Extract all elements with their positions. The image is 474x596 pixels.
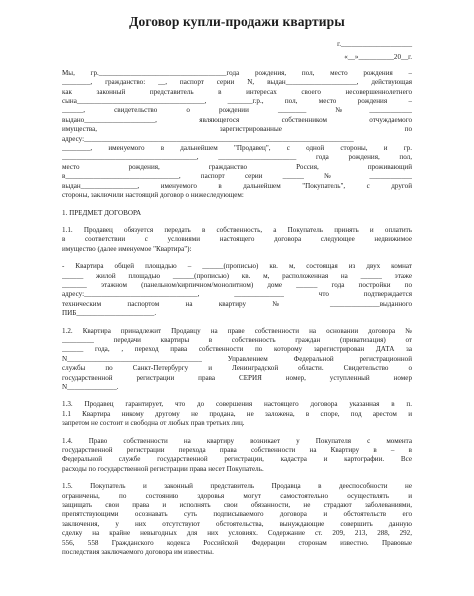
text-line: N______________.	[62, 383, 119, 391]
text-line: - Квартира общей площадью – ______(прописью) кв. м, состоящая из двух комнат	[62, 262, 412, 271]
date-line: «__»__________20__г.	[344, 53, 412, 62]
text-line: сына____________________________________, _______г.р., пол, место рождения –	[62, 97, 412, 106]
clause-1-3	[62, 400, 412, 428]
text-line: адресу:____________________________________________________________________________	[62, 134, 354, 143]
text-line: имущества, зарегистрированные по	[62, 125, 412, 134]
text-line: 1.5. Покупатель и законный представитель Продавца в дееспособности не	[62, 482, 412, 491]
text-line: 1.4. Право собственности на квартиру возникает у Покупателя с момента	[62, 436, 412, 445]
text-line: 1.2. Квартира принадлежит Продавцу на праве собственности на основании договора №	[62, 326, 412, 335]
place-line: г.____________________	[337, 40, 412, 48]
clause-1-5	[62, 482, 412, 557]
text-line: адресу:________________________________, ______________ что подтверждается	[62, 290, 412, 299]
text-line: службы по Санкт-Петербургу и Ленинградской области. Свидетельство о	[62, 364, 412, 373]
section-heading: 1. ПРЕДМЕТ ДОГОВОРА	[62, 208, 142, 217]
text-line: ______ года, , переход права собственности по которому зарегистрирован ДАТА за	[62, 345, 412, 354]
text-line: заключения, у них отсутствуют обстоятельства, вынуждающие совершить данную	[62, 519, 412, 528]
text-line: расходы по государственной регистрации права несет Покупатель.	[62, 464, 264, 473]
text-line: государственной регистрации перехода права собственности на Квартиру в – в	[62, 446, 412, 455]
text-line: ________, именуемого в дальнейшем "Продавец", с одной стороны, и гр.	[62, 144, 412, 153]
text-line: выдано____________________, являющегося собственником отчуждаемого	[62, 115, 412, 124]
clause-1-2	[62, 327, 412, 393]
text-line: запретом не состоит и свободна от любых прав третьих лиц.	[62, 419, 245, 428]
clause-1-4	[62, 437, 412, 475]
text-line: _______ этажном (панельном/кирпичном/монолитном) доме ______ года постройки по	[62, 280, 412, 289]
intro-paragraph	[62, 69, 412, 201]
text-line: государственной регистрации права СЕРИЯ номер, уступленный номер	[62, 373, 412, 382]
text-line: 556, 558 Гражданского кодекса Российской Федерации сторонам известно. Правовые	[62, 538, 412, 547]
text-line: ______, свидетельство о рождении ________ №____________	[62, 106, 412, 115]
text-line: в соответствии с условиями настоящего договора следующее недвижимое	[62, 235, 412, 244]
text-line: 1.3. Продавец гарантирует, что до совершения настоящего договора указанная в п.	[62, 400, 412, 409]
document-title: Договор купли-продажи квартиры	[129, 14, 345, 29]
text-line: Мы, гр.____________________________________года рождения, пол, место рождения –	[62, 68, 412, 77]
clause-flat-description	[62, 262, 412, 318]
text-line: место рождения, гражданство Россия, проживающий	[62, 162, 412, 171]
text-line: ограничены, по состоянию здоровья могут самостоятельно осуществлять и	[62, 491, 412, 500]
text-line: ______________________________________, ______________________ года рождения, пол,	[62, 153, 412, 162]
text-line: Федеральной службе государственной регистрации, кадастра и картографии. Все	[62, 455, 412, 464]
clause-1-1	[62, 226, 412, 254]
text-line: как законный представитель в интересах своего несовершеннолетнего	[62, 87, 412, 96]
text-line: в________________________________, паспорт серии ______ № ____________	[62, 172, 412, 181]
text-line: выдан________________, именуемого в дальнейшем "Покупатель", с другой	[62, 181, 412, 190]
text-line: защищать свои права и исполнять свои обязанности, не страдают заболеваниями,	[62, 501, 412, 510]
text-line: техническим паспортом на квартиру № ______________выданного	[62, 299, 412, 308]
text-line: сделку на крайне невыгодных для них условиях. Содержание ст. 209, 213, 288, 292,	[62, 529, 412, 538]
text-line: последствия заключаемого договора им известны.	[62, 548, 214, 557]
text-line: ПИБ______________________.	[62, 309, 157, 318]
text-line: 1.1. Продавец обязуется передать в собственность, а Покупатель принять и оплатить	[62, 225, 412, 234]
text-line: _________ передачи квартиры в собственность граждан (приватизация) от	[62, 335, 412, 344]
text-line: ________, гражданство: __, паспорт серии N, выдан____________________, действующая	[62, 78, 412, 87]
text-line: N______________________________________ Управлением Федеральной регистрационной	[62, 354, 412, 363]
text-line: 1.1 Квартира никому другому не продана, не заложена, в споре, под арестом и	[62, 409, 412, 418]
text-line: ______ жилой площадью ______(прописью) кв. м, расположенная на ______ этаже	[62, 271, 412, 280]
text-line: препятствующими осознавать суть подписываемого договора и обстоятельств его	[62, 510, 412, 519]
text-line: стороны, заключили настоящий договор о нижеследующем:	[62, 191, 244, 200]
text-line: имущество (далее именуемое "Квартира"):	[62, 244, 192, 253]
